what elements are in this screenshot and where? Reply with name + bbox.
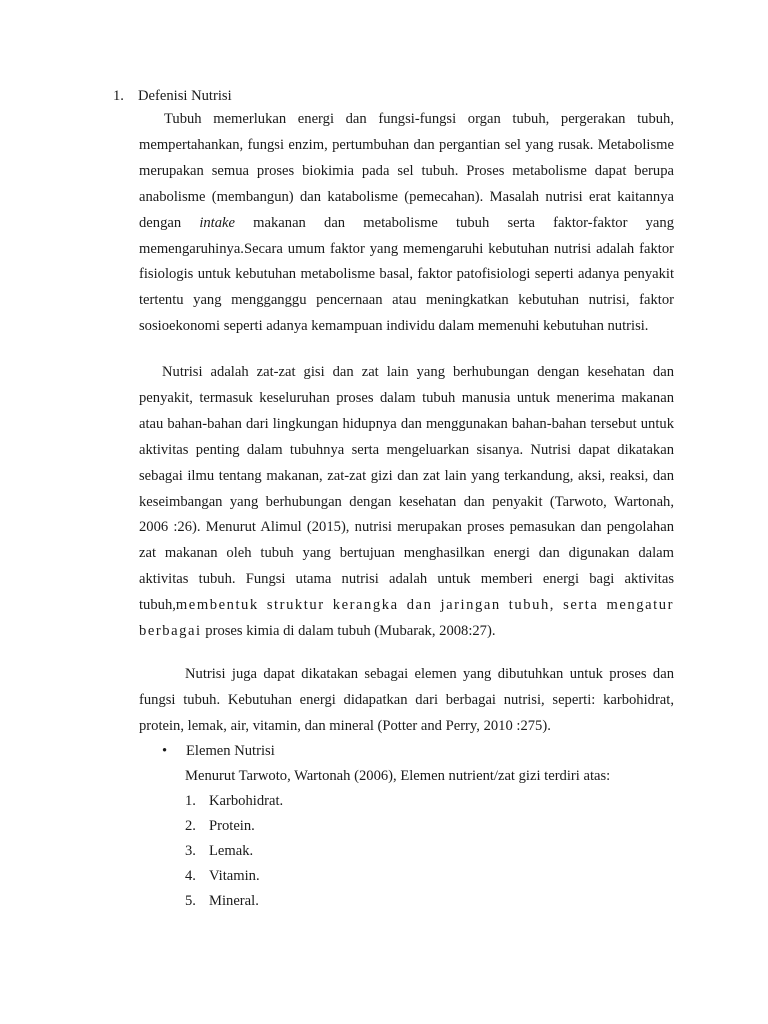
list-item-number: 3.	[185, 843, 196, 859]
section-number: 1.	[113, 88, 124, 104]
list-item-text: Mineral.	[209, 893, 259, 909]
paragraph-definition	[139, 107, 674, 340]
paragraph-2-text-a: Nutrisi adalah zat-zat gisi dan zat lain yang berhubungan dengan kesehatan dan penyakit, termasuk keseluruhan proses dalam tubuh manusia untuk menerima makanan atau bahan-bahan dari lingkungan hidupnya dan menggunakan bahan-bahan tersebut untuk aktivitas penting dalam tubuhnya serta mengeluarkan sisanya. Nutrisi dapat dikatakan sebagai ilmu tentang makanan, zat-zat gizi dan zat lain yang terkandung, aksi, reaksi, dan keseimbangan yang berhubungan dengan kesehatan dan penyakit (Tarwoto, Wartonah, 2006 :26). Menurut Alimul (2015), nutrisi merupakan proses pemasukan dan pengolahan zat makanan oleh tubuh yang bertujuan menghasilkan energi dan digunakan dalam aktivitas tubuh. Fungsi utama nutrisi adalah untuk memberi energi bagi aktivitas tubuh,	[139, 364, 674, 614]
bullet-item	[162, 740, 275, 762]
paragraph-nutrition-meaning	[139, 360, 674, 645]
paragraph-nutrition-elements	[139, 662, 674, 740]
list-item-number: 5.	[185, 893, 196, 909]
list-item	[185, 890, 283, 915]
list-item-text: Karbohidrat.	[209, 793, 284, 809]
section-title: Defenisi Nutrisi	[138, 88, 232, 104]
list-item	[185, 865, 283, 890]
paragraph-2-spaced-text: membentuk struktur kerangka dan jaringan tubuh, serta mengatur berbagai	[139, 597, 674, 640]
paragraph-1-text-a: Tubuh memerlukan energi dan fungsi-fungsi organ tubuh, pergerakan tubuh, mempertahankan, fungsi enzim, pertumbuhan dan pergantian sel yang rusak. Metabolisme merupakan semua proses biokimia pada sel tubuh. Proses metabolisme dapat berupa anabolisme (membangun) dan katabolisme (pemecahan). Masalah nutrisi erat kaitannya dengan	[139, 111, 674, 231]
bullet-dot: •	[162, 743, 168, 759]
list-item-text: Lemak.	[209, 843, 254, 859]
list-intro: Menurut Tarwoto, Wartonah (2006), Elemen nutrient/zat gizi terdiri atas:	[185, 768, 611, 784]
list-item	[185, 840, 283, 865]
bullet-label: Elemen Nutrisi	[186, 743, 275, 759]
list-item	[185, 790, 283, 815]
nutrient-list	[185, 790, 283, 915]
list-item	[185, 815, 283, 840]
list-item-number: 4.	[185, 868, 196, 884]
list-item-text: Vitamin.	[209, 868, 260, 884]
paragraph-1-italic-term: intake	[199, 214, 235, 231]
list-item-number: 2.	[185, 818, 196, 834]
list-item-number: 1.	[185, 793, 196, 809]
paragraph-1-text-b: makanan dan metabolisme tubuh serta faktor-faktor yang memengaruhinya.Secara umum faktor yang memengaruhi kebutuhan nutrisi adalah faktor fisiologis untuk kebutuhan metabolisme basal, faktor patofisiologi seperti adanya penyakit tertentu yang mengganggu pencernaan atau meningkatkan kebutuhan nutrisi, faktor sosioekonomi seperti adanya kemampuan individu dalam memenuhi kebutuhan nutrisi.	[139, 214, 674, 335]
section-heading	[113, 86, 232, 106]
list-item-text: Protein.	[209, 818, 255, 834]
paragraph-3-text: Nutrisi juga dapat dikatakan sebagai elemen yang dibutuhkan untuk proses dan fungsi tubuh. Kebutuhan energi didapatkan dari berbagai nutrisi, seperti: karbohidrat, protein, lemak, air, vitamin, dan mineral (Potter and Perry, 2010 :275).	[139, 666, 674, 734]
paragraph-2-text-b: proses kimia di dalam tubuh (Mubarak, 2008:27).	[201, 623, 496, 640]
